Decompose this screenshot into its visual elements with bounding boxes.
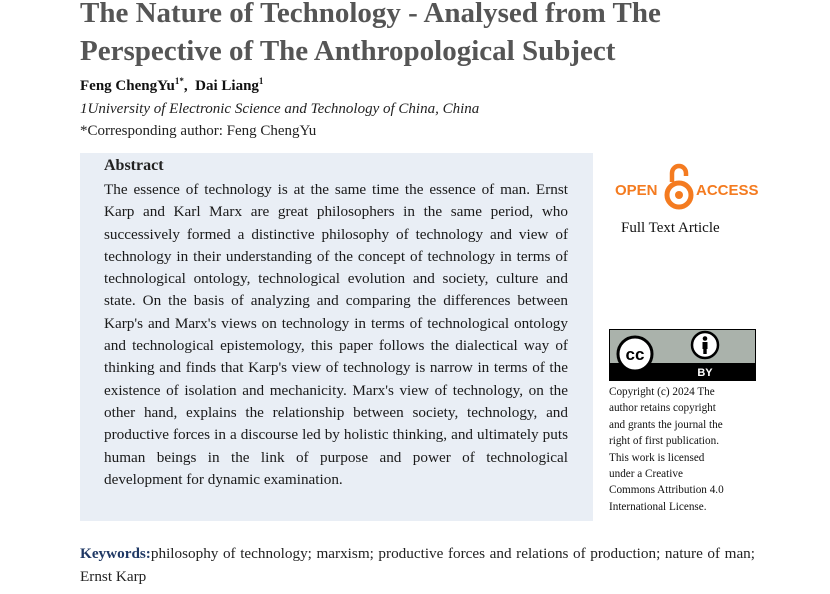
- keywords: [80, 543, 755, 588]
- title-line-1: The Nature of Technology - Analysed from The: [80, 0, 661, 29]
- author-name: Dai Liang: [195, 78, 259, 94]
- corresponding-author: *Corresponding author: Feng ChengYu: [80, 123, 317, 139]
- cc-by-license-badge[interactable]: [609, 329, 756, 381]
- copyright-line: Commons Attribution 4.0: [609, 484, 724, 497]
- abstract-heading: Abstract: [104, 157, 164, 174]
- author-separator: ,: [183, 78, 196, 94]
- abstract-text: The essence of technology is at the same time the essence of man. Ernst Karp and Karl Marx are great philosophers in the same period, who successively formed a distinctive philosophy of technology and view of technology in their understanding of the concept of technology in terms of technological ontology, technological evolution and society, culture and state. On the basis of analyzing and comparing the differences between Karp's and Marx's views on technology in terms of technological ontology and technological epistemology, this paper follows the dialectical way of thinking and finds that Karp's view of technology is narrow in terms of the existence of isolation and mechanicity. Marx's view of technology, on the other hand, explains the relationship between society, technology, and productive forces in a discourse led by holistic thinking, and ultimately puts human beings in the link of purpose and power of technological development for dynamic examination.: [104, 181, 568, 488]
- title-line-2: Perspective of The Anthropological Subject: [80, 35, 616, 67]
- copyright-line: right of first publication.: [609, 435, 719, 448]
- open-access-logo[interactable]: [612, 160, 758, 216]
- open-access-lock-icon: [664, 160, 694, 212]
- cc-icon-text: cc: [625, 345, 645, 364]
- copyright-notice: [609, 384, 759, 515]
- creative-commons-icon: [618, 337, 652, 371]
- copyright-line: author retains copyright: [609, 402, 716, 415]
- keywords-label: Keywords:: [80, 545, 151, 562]
- open-access-label-access: ACCESS: [696, 182, 759, 199]
- copyright-line: This work is licensed: [609, 451, 705, 464]
- author-superscript: 1: [258, 76, 264, 86]
- affiliation: 1University of Electronic Science and Technology of China, China: [80, 101, 480, 117]
- open-access-label-open: OPEN: [615, 182, 658, 199]
- copyright-line: and grants the journal the: [609, 418, 723, 431]
- copyright-line: Copyright (c) 2024 The: [609, 386, 715, 398]
- attribution-person-icon: [692, 332, 718, 358]
- copyright-line: International License.: [609, 500, 707, 513]
- author-superscript: 1*: [174, 76, 184, 86]
- full-text-article-link[interactable]: Full Text Article: [621, 220, 720, 236]
- paper-title: [80, 0, 800, 70]
- abstract-box: [80, 153, 593, 521]
- copyright-line: under a Creative: [609, 468, 683, 481]
- author-list: [80, 76, 263, 95]
- by-label: BY: [697, 367, 713, 379]
- keywords-text: philosophy of technology; marxism; productive forces and relations of production; nature of man; Ernst Karp: [80, 545, 755, 585]
- author-name: Feng ChengYu: [80, 78, 175, 94]
